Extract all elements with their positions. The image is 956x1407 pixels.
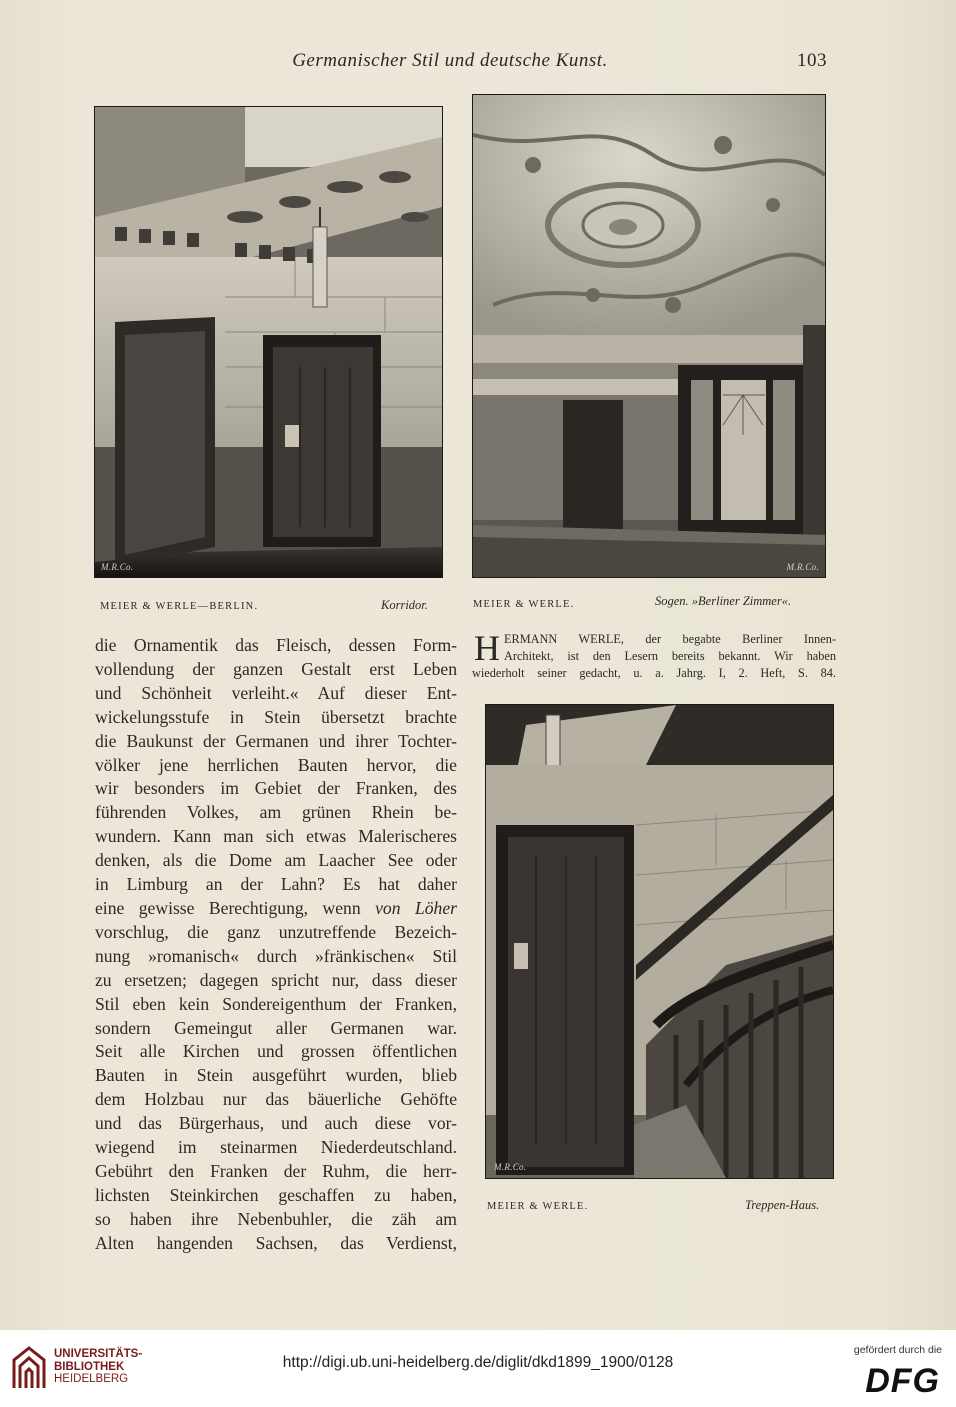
running-title: Germanischer Stil und deutsche Kunst. — [292, 50, 608, 71]
text-line-with-emphasis — [95, 897, 457, 921]
text-line: wir besonders im Gebiet der Franken, des — [95, 778, 457, 799]
text-line: denken, als die Dome am Laacher See oder — [95, 850, 457, 871]
text-fragment: eine gewisse Berechtigung, wenn — [95, 897, 361, 918]
notice-hermann-werle — [472, 628, 836, 682]
notice-line: ERMANN WERLE, der begabte Berliner Innen- — [504, 632, 836, 646]
photo-berliner-zimmer — [472, 94, 826, 578]
text-line: und Schönheit verleiht.« Auf dieser Ent- — [95, 682, 457, 703]
emphasis-von-loeher: von Löher — [375, 897, 457, 918]
text-line: zu ersetzen; dagegen spricht nur, dass dieser — [95, 969, 457, 990]
caption-title-treppen-haus: Treppen-Haus. — [745, 1198, 820, 1212]
library-name-line: UNIVERSITÄTS- — [54, 1348, 143, 1360]
text-line: wickelungsstufe in Stein übersetzt brachte — [95, 706, 457, 727]
caption-credit-korridor: MEIER & WERLE—BERLIN. — [100, 601, 259, 612]
text-line: Bauten in Stein ausgeführt wurden, blieb — [95, 1065, 457, 1086]
body-text-column — [95, 634, 457, 1256]
text-line: wundern. Kann man sich etwas Malerischeres — [95, 826, 457, 847]
plate-engraver-mark: M.R.Co. — [786, 562, 819, 572]
permalink-url[interactable]: http://digi.ub.uni-heidelberg.de/diglit/dkd1899_1900/0128 — [282, 1354, 674, 1371]
caption-title-berliner-zimmer: Sogen. »Berliner Zimmer«. — [655, 594, 792, 608]
text-line: die Ornamentik das Fleisch, dessen Form- — [95, 635, 457, 655]
running-head — [0, 50, 956, 76]
text-line: vorschlug, die ganz unzutreffende Bezeich- — [95, 921, 457, 942]
text-line: Stil eben kein Sondereigenthum der Franken, — [95, 993, 457, 1014]
text-line: führenden Volkes, am grünen Rhein be- — [95, 802, 457, 823]
digitization-footer — [0, 1330, 956, 1407]
text-line: die Baukunst der Germanen und ihrer Tochter- — [95, 730, 457, 751]
photo-korridor — [94, 106, 443, 578]
library-name-line: HEIDELBERG — [54, 1373, 129, 1385]
caption-credit-berliner-zimmer: MEIER & WERLE. — [473, 599, 575, 610]
photo-treppen-haus — [485, 704, 834, 1179]
page-number: 103 — [797, 50, 827, 71]
text-line: Seit alle Kirchen und grossen öffentlichen — [95, 1041, 457, 1062]
text-line: völker jene herrlichen Bauten hervor, die — [95, 754, 457, 775]
funding-note: gefördert durch die — [853, 1344, 942, 1356]
dfg-logo[interactable]: DFG — [865, 1362, 940, 1400]
notice-dropcap: H — [474, 628, 500, 668]
text-line: Gebührt den Franken der Ruhm, die herr- — [95, 1160, 457, 1181]
text-line: sondern Gemeingut aller Germanen war. — [95, 1017, 457, 1038]
text-line: dem Holzbau nur das bäuerliche Gehöfte — [95, 1089, 457, 1110]
text-line: nung »romanisch« durch »fränkischen« Stil — [95, 945, 457, 966]
caption-title-korridor: Korridor. — [381, 598, 428, 612]
text-line: wiegend im steinarmen Niederdeutschland. — [95, 1137, 457, 1158]
caption-credit-treppen-haus: MEIER & WERLE. — [487, 1201, 589, 1212]
notice-line: wiederholt seiner gedacht, u. a. Jahrg. I, 2. Heft, S. 84. — [472, 666, 836, 680]
text-line: und das Bürgerhaus, und auch diese vor- — [95, 1113, 457, 1134]
notice-line: Architekt, ist den Lesern bereits bekannt. Wir haben — [504, 649, 836, 663]
plate-engraver-mark: M.R.Co. — [494, 1162, 527, 1172]
text-line: lichsten Steinkirchen geschaffen zu haben, — [95, 1184, 457, 1205]
text-line: vollendung der ganzen Gestalt erst Leben — [95, 658, 457, 679]
text-line: Alten hangenden Sachsen, das Verdienst, — [95, 1232, 457, 1253]
library-name-line: BIBLIOTHEK — [54, 1360, 125, 1373]
plate-engraver-mark: M.R.Co. — [101, 562, 134, 572]
text-line: in Limburg an der Lahn? Es hat daher — [95, 874, 457, 895]
text-line: so haben ihre Nebenbuhler, die zäh am — [95, 1208, 457, 1229]
